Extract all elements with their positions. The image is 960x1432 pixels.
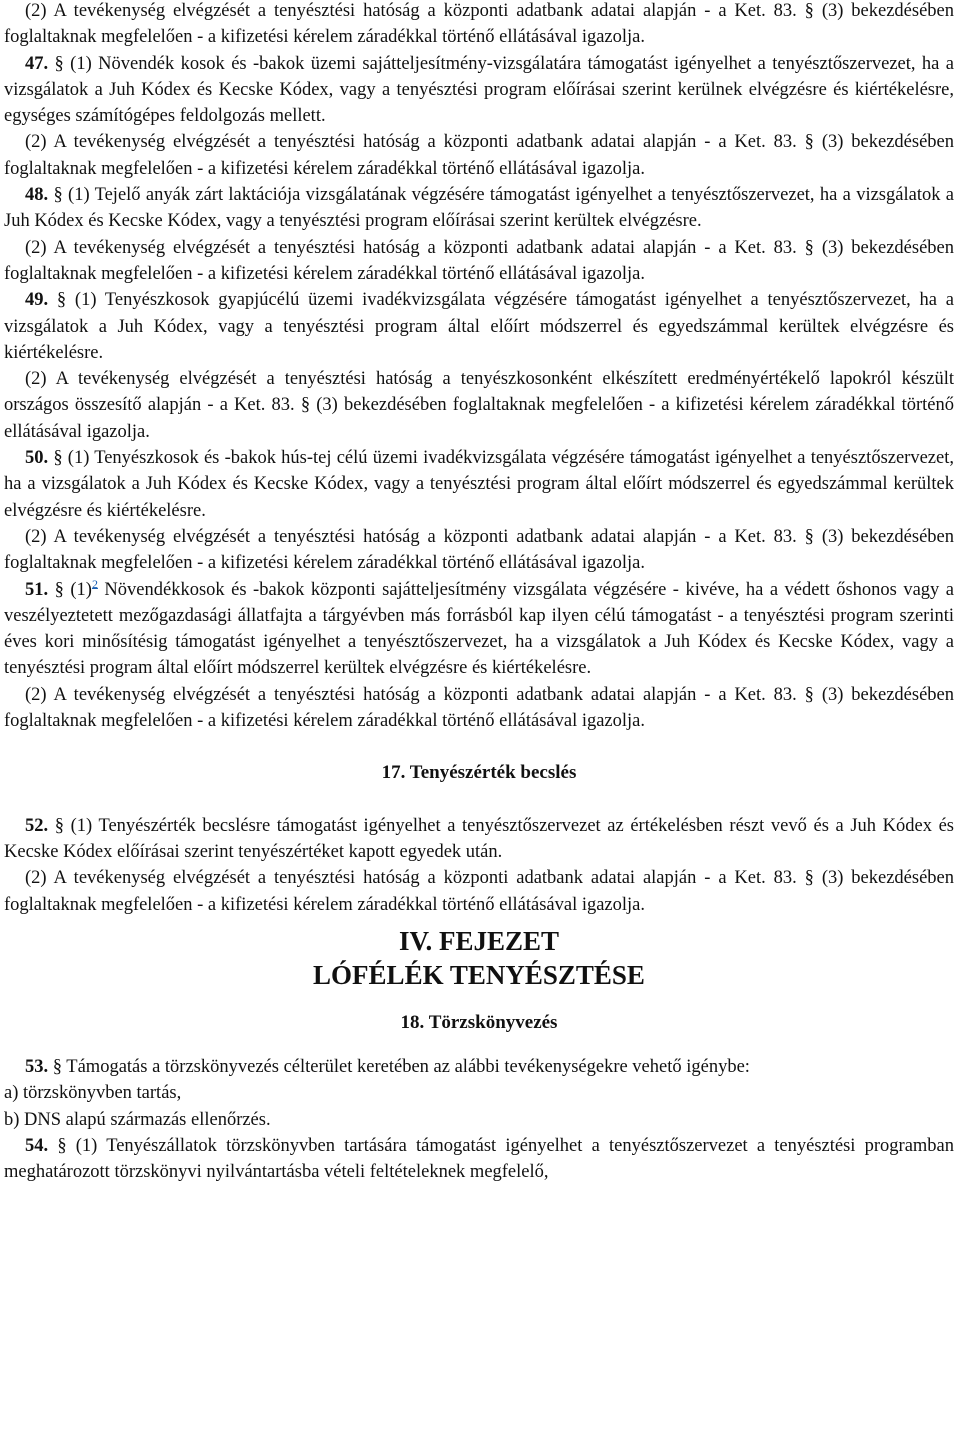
paragraph — [4, 682, 954, 735]
paragraph-text: (2) A tevékenység elvégzését a tenyésztési hatóság a központi adatbank adatai alapján - a Ket. 83. § (3) bekezdésében foglaltaknak megfelelően - a kifizetési kérelem záradékkal történő ellátásával igazolja. — [4, 526, 954, 574]
section-number: 50. — [25, 448, 49, 469]
subheading-18: 18. Törzskönyvezés — [400, 1011, 558, 1033]
paragraph-text: Növendékkosok és -bakok központi sajátteljesítmény vizsgálata végzésére - kivéve, ha a védett őshonos vagy a veszélyeztetett mezőgazdasági állatfajta a tárgyévben más forrásból kap ilyen célú támogatást - a tenyésztési program szerinti éves kori minősítésig támogatást igényelhet a tenyésztőszervezet, ha a vizsgálatok a Juh Kódex és Kecske Kódex, vagy a tenyésztési program által előírt módszerrel kerültek elvégzésre és kiértékelésre. — [4, 579, 954, 679]
section-number: 49. — [25, 290, 49, 311]
paragraph-text: (2) A tevékenység elvégzését a tenyésztési hatóság a központi adatbank adatai alapján - a Ket. 83. § (3) bekezdésében foglaltaknak megfelelően - a kifizetési kérelem záradékkal történő ellátásával igazolja. — [4, 237, 954, 284]
paragraph — [4, 524, 954, 577]
paragraph-text: (2) A tevékenység elvégzését a tenyésztési hatóság a központi adatbank adatai alapján - a Ket. 83. § (3) bekezdésében foglaltaknak megfelelően - a kifizetési kérelem záradékkal történő ellátásával igazolja. — [4, 868, 954, 915]
section-52 — [4, 813, 954, 866]
section-number: 51. — [25, 579, 49, 600]
section-51 — [4, 577, 954, 682]
section-50 — [4, 445, 954, 524]
section-47 — [4, 51, 954, 130]
section-number: 52. — [25, 815, 49, 836]
paragraph-text: § (1) Tenyészállatok törzskönyvben tartására támogatást igényelhet a tenyésztőszervezet a tenyésztési programban meghatározott törzskönyvi nyilvántartásba vételi feltételeknek megfelelő, — [4, 1135, 955, 1183]
paragraph-text: (2) A tevékenység elvégzését a tenyésztési hatóság a központi adatbank adatai alapján - a Ket. 83. § (3) bekezdésében foglaltaknak megfelelően - a kifizetési kérelem záradékkal történő ellátásával igazolja. — [4, 132, 954, 179]
section-48 — [4, 182, 954, 235]
paragraph-text: § (1) Növendék kosok és -bakok üzemi sajátteljesítmény-vizsgálatára támogatást igényelhet a tenyésztőszervezet, ha a vizsgálatok a Juh Kódex és Kecske Kódex, vagy a tenyésztési program előírásai szerint kerülnek elvégzésre és kiértékelésre, egységes számítógépes feldolgozás mellett. — [4, 53, 955, 127]
paragraph-text: § (1) Tenyészkosok gyapjúcélú üzemi ivadékvizsgálata végzésére támogatást igényelhet a tenyésztőszervezet, ha a vizsgálatok a Juh Kódex, vagy a tenyésztési program által előírt módszerrel és egyedszámmal kerültek elvégzésre és kiértékelésre. — [4, 290, 954, 363]
paragraph — [4, 366, 954, 445]
section-53 — [4, 1054, 954, 1080]
paragraph-text: (2) A tevékenység elvégzését a tenyésztési hatóság a központi adatbank adatai alapján - a Ket. 83. § (3) bekezdésében foglaltaknak megfelelően - a kifizetési kérelem záradékkal történő ellátásával igazolja. — [4, 1, 954, 48]
list-item: b) DNS alapú származás ellenőrzés. — [4, 1109, 271, 1130]
paragraph-text: § (1) — [54, 579, 92, 600]
section-number: 48. — [25, 185, 49, 206]
paragraph-text: § (1) Tejelő anyák zárt laktációja vizsgálatának végzésére támogatást igényelhet a tenyésztőszervezet, ha a vizsgálatok a Juh Kódex és Kecske Kódex, vagy a tenyésztési program előírásai szerint kerültek elvégzésre. — [4, 185, 954, 232]
paragraph-text: § (1) Tenyészérték becslésre támogatást igényelhet a tenyésztőszervezet az értékelésben részt vevő és a Juh Kódex és Kecske Kódex előírásai szerint tenyészértéket kapott egyedek után. — [4, 815, 955, 862]
list-item: a) törzskönyvben tartás, — [4, 1083, 182, 1104]
section-number: 54. — [25, 1135, 49, 1156]
section-49 — [4, 287, 954, 366]
section-54 — [4, 1133, 954, 1186]
paragraph-text: (2) A tevékenység elvégzését a tenyésztési hatóság a központi adatbank adatai alapján - a Ket. 83. § (3) bekezdésében foglaltaknak megfelelően - a kifizetési kérelem záradékkal történő ellátásával igazolja. — [4, 684, 954, 732]
paragraph-text: (2) A tevékenység elvégzését a tenyésztési hatóság a tenyészkosonként elkészített eredményértékelő lapokról készült országos összesítő alapján - a Ket. 83. § (3) bekezdésében foglaltaknak megfelelően - a kifizetési kérelem záradékkal történő ellátásával igazolja. — [4, 369, 954, 442]
chapter-number: IV. FEJEZET — [398, 925, 560, 956]
paragraph — [4, 235, 954, 288]
paragraph — [4, 865, 954, 918]
paragraph — [4, 129, 954, 182]
section-number: 53. — [25, 1057, 49, 1078]
paragraph-text: § Támogatás a törzskönyvezés célterület keretében az alábbi tevékenységekre vehető igénybe: — [52, 1057, 750, 1078]
paragraph-text: § (1) Tenyészkosok és -bakok hús-tej célú üzemi ivadékvizsgálata végzésére támogatást igényelhet a tenyésztőszervezet, ha a vizsgálatok a Juh Kódex és Kecske Kódex, vagy a tenyésztési program által előírt módszerrel és egyedszámmal kerültek elvégzésre és kiértékelésre. — [4, 448, 954, 521]
chapter-title: LÓFÉLÉK TENYÉSZTÉSE — [313, 959, 645, 990]
section-number: 47. — [25, 53, 49, 74]
subheading-17: 17. Tenyészérték becslés — [381, 762, 577, 784]
footnote-link[interactable]: 2 — [91, 576, 98, 591]
paragraph — [4, 0, 954, 51]
